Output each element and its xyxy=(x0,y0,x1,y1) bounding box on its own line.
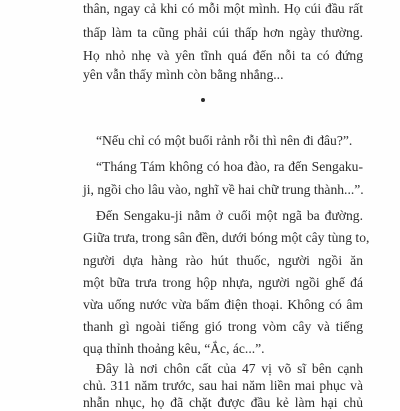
text-line: Họ nhỏ nhẹ và yên tĩnh quá đến nỗi ta có đứng xyxy=(83,48,363,63)
paragraph-line: “Tháng Tám không có hoa đào, ra đến Sengaku- xyxy=(96,159,363,174)
text-line: yên vẫn thấy mình còn bằng nhắng... xyxy=(83,67,284,82)
paragraph-line: thanh gì ngoài tiếng gió trong vòm cây và tiếng xyxy=(83,319,363,334)
paragraph-line: Giữa trưa, trong sân đền, dưới bóng một cây tùng to, xyxy=(83,230,370,245)
paragraph-line: quạ thỉnh thoảng kêu, “Ắc, ác...”. xyxy=(83,341,265,356)
section-separator xyxy=(201,98,205,102)
paragraph-line: ji, ngồi cho lâu vào, nghĩ về hai chữ trung thành...”. xyxy=(83,182,364,197)
text-line: thân, ngay cả khi có mỗi một mình. Họ cúi đầu rất xyxy=(83,1,363,16)
paragraph-line: Đây là nơi chôn cất của 47 vị võ sĩ bên cạnh xyxy=(96,361,363,376)
paragraph-line: một bữa trưa trong hộp nhựa, người ngồi ghế đá xyxy=(83,275,363,290)
paragraph-line: người dựa hàng rào hút thuốc, người ngồi ăn xyxy=(83,253,363,268)
paragraph-line: “Nếu chỉ có một buổi rảnh rỗi thì nên đi đâu?”. xyxy=(96,133,353,148)
paragraph-line: Đến Sengaku-ji nằm ở cuối một ngã ba đường. xyxy=(96,208,363,223)
paragraph-line: nhẫn nhục, họ đã chặt được đầu kẻ làm hại chủ xyxy=(83,395,363,410)
paragraph-line: vừa uống nước vừa bấm điện thoại. Không có âm xyxy=(83,297,363,312)
text-line: thấp làm ta cũng phải cúi thấp hơn ngày thường. xyxy=(83,25,363,40)
paragraph-line: chủ. 311 năm trước, sau hai năm liền mai phục và xyxy=(83,378,363,393)
